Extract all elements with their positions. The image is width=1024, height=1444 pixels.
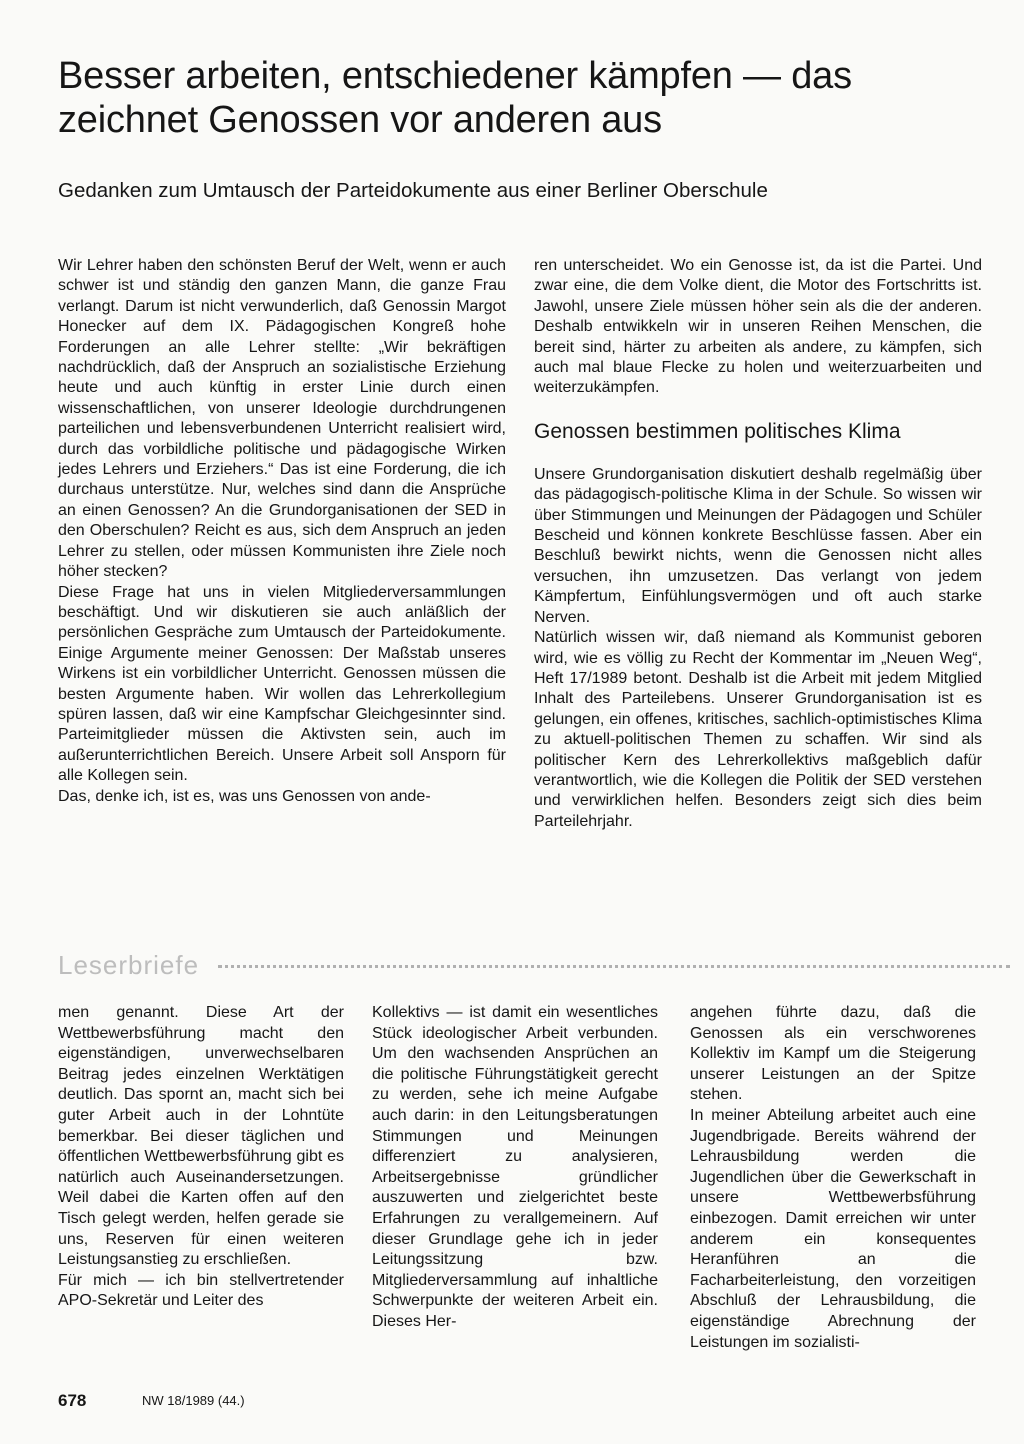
letter-paragraph: Kollektivs — ist damit ein wesentliches Stück ideologischer Arbeit verbunden. Um den wachsenden Ansprüchen an die politische Führungstätigkeit gerecht zu werden, sehe ich meine Aufgabe auch darin: in den Leitungsberatungen Stimmungen und Meinungen differenziert zu analysieren, Arbeitsergebnisse gründlicher auszuwerten und zielgerichtet beste Erfahrungen zu verallgemeinern. Auf dieser Grundlage gehe ich in jeder Leitungssitzung bzw. Mitgliederversammlung auf inhaltliche Schwerpunkte der weiteren Arbeit ein. Dieses Her- [372,1004,658,1330]
issue-reference: NW 18/1989 (44.) [142,1393,245,1408]
letter-column-2 [372,1003,658,1333]
article-subtitle: Gedanken zum Umtausch der Parteidokumente aus einer Berliner Oberschule [58,179,768,202]
rubric-divider [218,965,1010,968]
article-paragraph: Das, denke ich, ist es, was uns Genossen von ande- [58,787,431,805]
article-paragraph: Wir Lehrer haben den schönsten Beruf der Welt, wenn er auch schwer ist und ständig den ganzen Mann, die ganze Frau verlangt. Darum ist nicht verwunderlich, daß Genossin Margot Honecker auf dem IX. Pädagogischen Kongreß hohe Forderungen an alle Lehrer stellte: „Wir bekräftigen nachdrücklich, daß der Anspruch an sozialistische Erziehung heute und auch künftig in erster Linie durch einen wissenschaftlichen, von unserer Ideologie durchdrungenen parteilichen und lebensverbundenen Unterricht realisiert wird, durch das vorbildliche politische und pädagogische Wirken jedes Lehrers und Erziehers.“ Das ist eine Forderung, die ich durchaus unterstütze. Nur, welches sind dann die Ansprüche an einen Genossen? An die Grundorganisationen der SED in den Oberschulen? Reicht es aus, sich dem Anspruch an jeden Lehrer zu stellen, oder müssen Kommunisten ihre Ziele noch höher stecken? [58,257,506,581]
article-column-left [58,256,506,807]
article-paragraph: Diese Frage hat uns in vielen Mitgliederversammlungen beschäftigt. Und wir diskutieren sie auch anläßlich der persönlichen Gespräche zum Umtausch der Parteidokumente. Einige Argumente meiner Genossen: Der Maßstab unseres Wirkens ist ein vorbildlicher Unterricht. Genossen müssen die besten Argumente haben. Wir wollen das Lehrerkollegium spüren lassen, daß wir eine Kampfschar Gleichgesinnter sind. Parteimitglieder müssen die Aktivsten sein, auch im außerunterrichtlichen Bereich. Unsere Arbeit soll Ansporn für alle Kollegen sein. [58,583,506,785]
letter-paragraph: men genannt. Diese Art der Wettbewerbsführung macht den eigenständigen, unverwechselbaren Beitrag jedes einzelnen Werktätigen deutlich. Das spornt an, macht sich bei guter Arbeit auch in der Lohntüte bemerkbar. Bei dieser täglichen und öffentlichen Wettbewerbsführung gibt es natürlich auch Auseinandersetzungen. Weil dabei die Karten offen auf den Tisch gelegt werden, helfen gerade sie uns, Reserven für einen weiteren Leistungsanstieg zu erschließen. [58,1004,344,1269]
page-number: 678 [58,1391,87,1410]
article-paragraph: ren unterscheidet. Wo ein Genosse ist, da ist die Partei. Und zwar eine, die dem Volke dient, die Motor des Fortschritts ist. Jawohl, unsere Ziele müssen höher sein als die der anderen. Deshalb entwikkeln wir in unseren Reihen Menschen, die bereit sind, härter zu arbeiten als andere, zu kämpfen, sich auch mal blaue Flecke zu holen und weiterzuarbeiten und weiterzukämpfen. [534,257,982,397]
letter-column-1 [58,1003,344,1312]
rubric-leserbriefe [58,948,1010,982]
article-column-right [534,256,982,832]
letter-paragraph: angehen führte dazu, daß die Genossen als ein verschworenes Kollektiv im Kampf um die Steigerung unserer Leistungen an der Spitze stehen. [690,1004,976,1104]
letter-paragraph: In meiner Abteilung arbeitet auch eine Jugendbrigade. Bereits während der Lehrausbildung werden die Jugendlichen über die Gewerkschaft in unsere Wettbewerbsführung einbezogen. Damit erreichen wir unter anderem ein konsequentes Heranführen an die Facharbeiterleistung, den vorzeitigen Abschluß der Lehrausbildung, die eigenständige Abrechnung der Leistungen im sozialisti- [690,1106,976,1351]
article-paragraph: Unsere Grundorganisation diskutiert deshalb regelmäßig über das pädagogisch-politische Klima in der Schule. So wissen wir über Stimmungen und Meinungen der Pädagogen und Schüler Bescheid und können konkrete Beschlüsse fassen. Aber ein Beschluß bewirkt nichts, wenn die Genossen nicht alles versuchen, ihn umzusetzen. Das verlangt von jedem Kämpfertum, Einfühlungsvermögen und oft auch starke Nerven. [534,465,982,626]
article-title: Besser arbeiten, entschiedener kämpfen — das zeichnet Genossen vor anderen aus [58,55,852,141]
letter-column-3 [690,1003,976,1353]
rubric-label: Leserbriefe [58,950,200,980]
page-footer [58,1389,245,1413]
article-paragraph: Natürlich wissen wir, daß niemand als Kommunist geboren wird, wie es völlig zu Recht der Kommentar im „Neuen Weg“, Heft 17/1989 betont. Deshalb ist die Arbeit mit jedem Mitglied Inhalt des Parteilebens. Unserer Grundorganisation ist es gelungen, ein offenes, kritisches, sachlich-optimistisches Klima zu aktuell-politischen Themen zu schaffen. Wir sind als politischer Kern des Lehrerkollektivs maßgeblich dafür verantwortlich, wie die Kollegen die Politik der SED verstehen und verwirklichen helfen. Besonders zeigt sich dies beim Parteilehrjahr. [534,629,982,830]
letter-paragraph: Für mich — ich bin stellvertretender APO-Sekretär und Leiter des [58,1271,344,1310]
section-heading: Genossen bestimmen politisches Klima [534,419,901,443]
